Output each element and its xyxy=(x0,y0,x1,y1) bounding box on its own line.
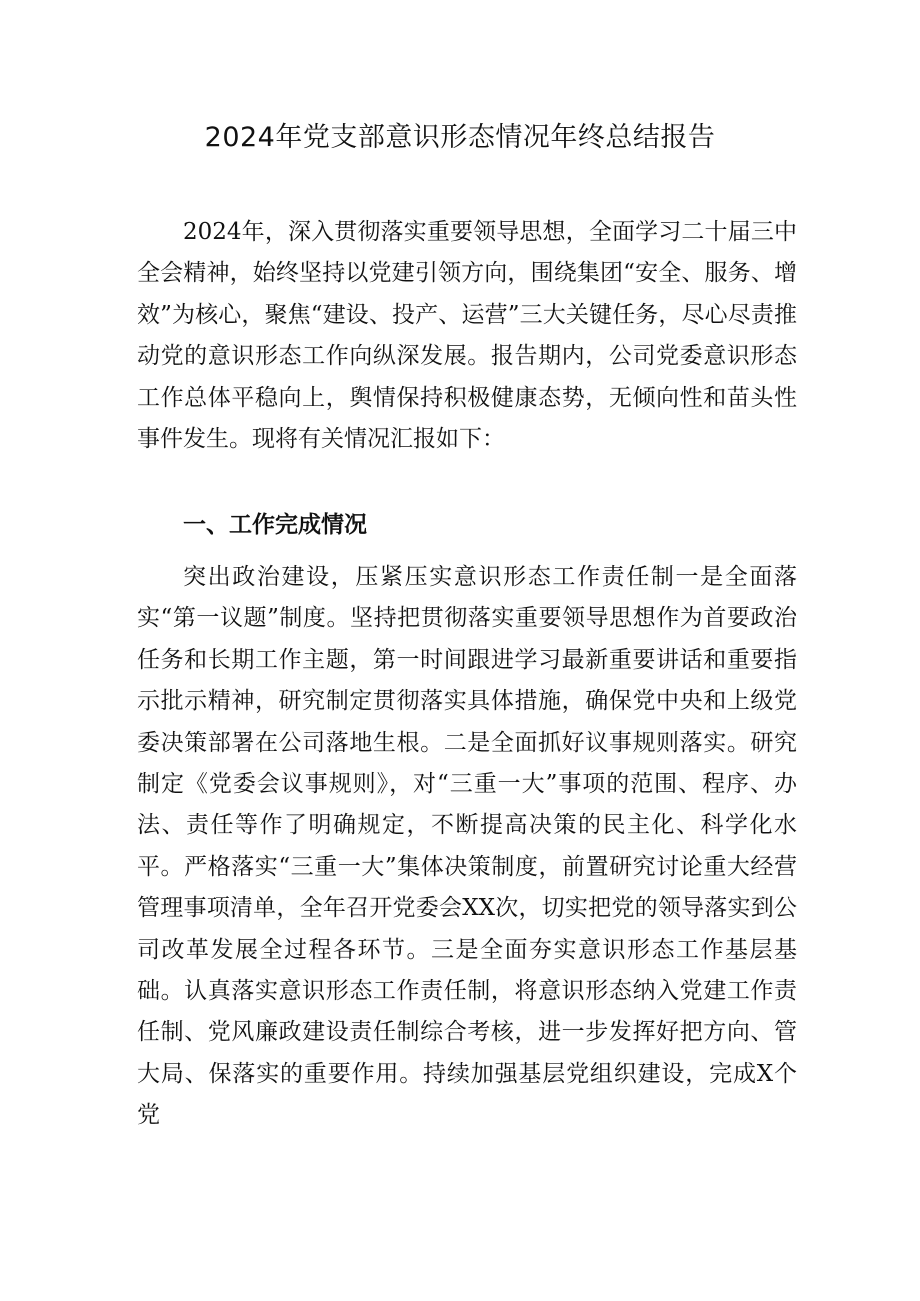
section-heading: 一、工作完成情况 xyxy=(183,512,367,538)
document-title: 2024年党支部意识形态情况年终总结报告 xyxy=(204,122,716,153)
body-paragraph: 突出政治建设，压紧压实意识形态工作责任制一是全面落实“第一议题”制度。坚持把贯彻落实重要领导思想作为首要政治任务和长期工作主题，第一时间跟进学习最新重要讲话和重要指示批示精神，研究制定贯彻落实具体措施，确保党中央和上级党委决策部署在公司落地生根。二是全面抓好议事规则落实。研究制定《党委会议事规则》，对“三重一大”事项的范围、程序、办法、责任等作了明确规定，不断提高决策的民主化、科学化水平。严格落实“三重一大”集体决策制度，前置研究讨论重大经营管理事项清单，全年召开党委会XX次，切实把党的领导落实到公司改革发展全过程各环节。三是全面夯实意识形态工作基层基础。认真落实意识形态工作责任制，将意识形态纳入党建工作责任制、党风廉政建设责任制综合考核，进一步发挥好把方向、管大局、保落实的重要作用。持续加强基层党组织建设，完成X个党 xyxy=(137,564,797,1129)
intro-paragraph: 2024年，深入贯彻落实重要领导思想，全面学习二十届三中全会精神，始终坚持以党建引领方向，围绕集团“安全、服务、增效”为核心，聚焦“建设、投产、运营”三大关键任务，尽心尽责推动党的意识形态工作向纵深发展。报告期内，公司党委意识形态工作总体平稳向上，舆情保持积极健康态势，无倾向性和苗头性事件发生。现将有关情况汇报如下： xyxy=(137,219,797,453)
